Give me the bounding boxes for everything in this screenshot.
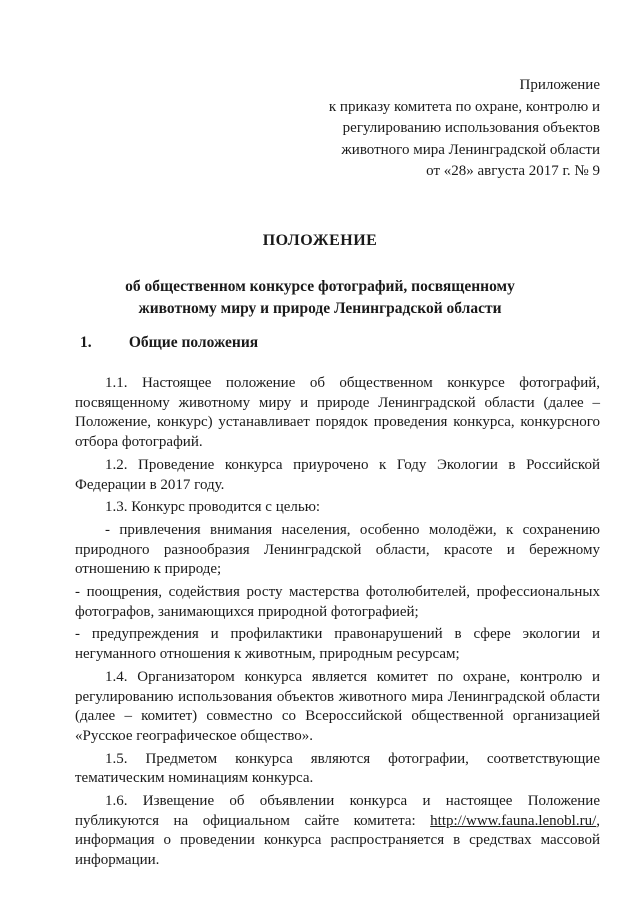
- section-heading: [80, 334, 258, 352]
- document-subtitle: [0, 276, 640, 320]
- document-title: ПОЛОЖЕНИЕ: [262, 232, 378, 249]
- paragraph-1-4: 1.4. Организатором конкурса является комитет по охране, контролю и регулированию использования объектов животного мира Ленинградской области (далее – комитет) совместно со Всероссийской общественной организацией «Русское географическое общество».: [75, 668, 600, 744]
- section-title: Общие положения: [128, 334, 259, 351]
- paragraph-1-3: 1.3. Конкурс проводится с целью:: [105, 499, 321, 516]
- appendix-line: животного мира Ленинградской области: [341, 141, 600, 158]
- goal-item: - привлечения внимания населения, особенно молодёжи, к сохранению природного разнообразия Ленинградской области, красоте и бережному отношению к природе;: [75, 521, 600, 578]
- subtitle-line: об общественном конкурсе фотографий, посвященному: [125, 278, 515, 295]
- goal-item: - предупреждения и профилактики правонарушений в сфере экологии и негуманного отношения к животным, природным ресурсам;: [75, 626, 600, 663]
- document-body: [75, 374, 600, 874]
- appendix-date-line: от «28» августа 2017 г. № 9: [426, 163, 600, 179]
- paragraph-1-6: [75, 792, 600, 871]
- subtitle-line: животному миру и природе Ленинградской области: [138, 300, 502, 317]
- paragraph-1-1: 1.1. Настоящее положение об общественном конкурсе фотографий, посвященному животному миру и природе Ленинградской области (далее – Положение, конкурс) устанавливает порядок проведения конкурса, конкурсного отбора фотографий.: [75, 375, 600, 451]
- paragraph-1-6-text: 1.6. Извещение об объявлении конкурса и настоящее Положение публикуются на официальном сайте комитета:: [75, 793, 600, 829]
- appendix-line: Приложение: [519, 77, 600, 93]
- appendix-line: регулированию использования объектов: [342, 120, 600, 136]
- section-number: 1.: [80, 334, 92, 351]
- goal-item: - поощрения, содействия росту мастерства фотолюбителей, профессиональных фотографов, занимающихся природной фотографией;: [75, 584, 600, 620]
- appendix-line: к приказу комитета по охране, контролю и: [328, 98, 600, 115]
- committee-website-link[interactable]: http://www.fauna.lenobl.ru/: [430, 812, 597, 829]
- paragraph-1-6-text: , информация о проведении конкурса распространяется в средствах массовой информации.: [75, 812, 600, 869]
- appendix-header: [329, 75, 600, 183]
- paragraph-1-2: 1.2. Проведение конкурса приурочено к Году Экологии в Российской Федерации в 2017 году.: [75, 456, 600, 493]
- paragraph-1-5: 1.5. Предметом конкурса являются фотографии, соответствующие тематическим номинациям конкурса.: [75, 750, 600, 787]
